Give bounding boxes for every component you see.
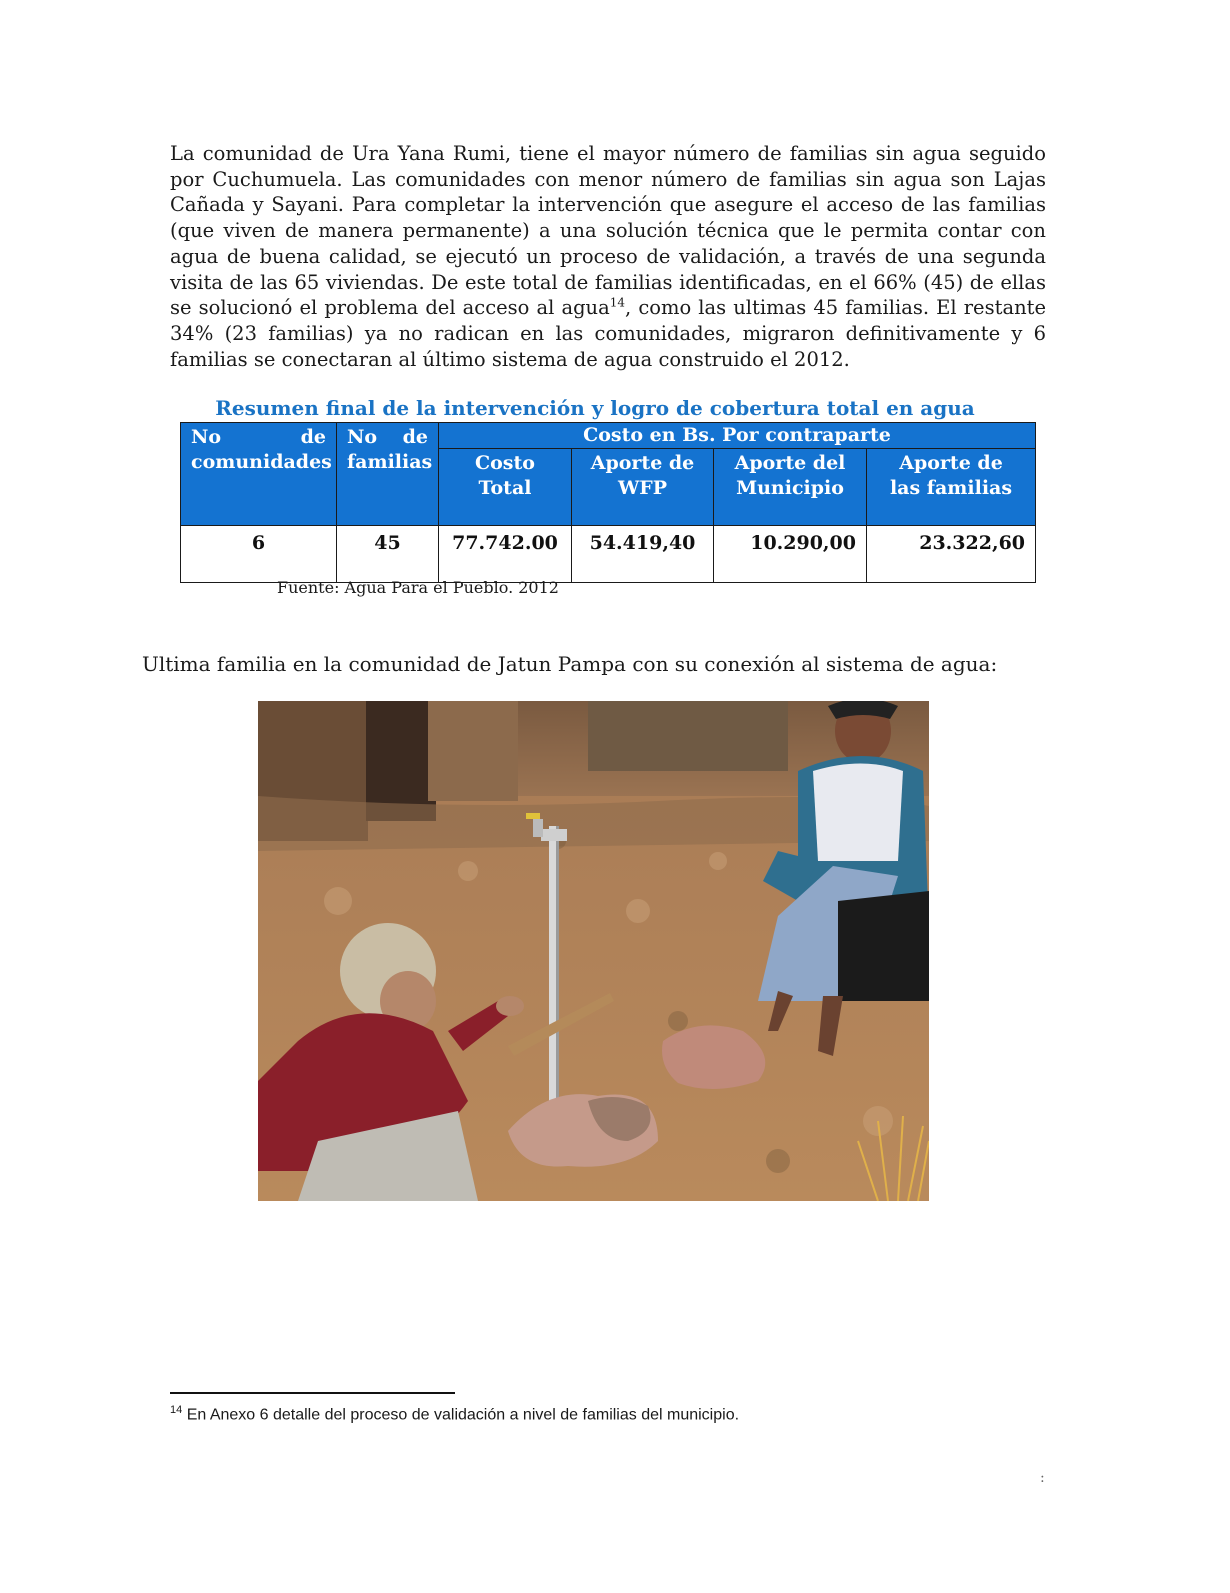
table-source: Fuente: Agua Para el Pueblo. 2012 — [277, 578, 559, 597]
table-header-row-1 — [181, 423, 1036, 449]
cell-aporte-familias: 23.322,60 — [867, 526, 1036, 583]
header-no-familias — [337, 423, 439, 526]
header-no-label: No — [347, 426, 378, 448]
table-row — [181, 526, 1036, 583]
header-aporte-municipio: Aporte del Municipio — [714, 449, 867, 526]
body-paragraph — [170, 141, 1046, 372]
footnote-divider — [170, 1392, 455, 1394]
footnote — [170, 1404, 739, 1424]
header-de-label: de — [300, 426, 326, 448]
photo-illustration — [258, 701, 929, 1201]
footnote-reference[interactable]: 14 — [609, 295, 626, 310]
table-title: Resumen final de la intervención y logro de cobertura total en agua — [215, 396, 975, 420]
body-text-2: , como las ultimas 45 familias. El restante 34% (23 familias) ya no radican en las comunidades, migraron definitivamente y 6 familias se conectaran al último sistema de agua construido el 2012. — [170, 296, 1046, 371]
cell-costo-total: 77.742.00 — [439, 526, 572, 583]
header-no-comunidades — [181, 423, 337, 526]
header-costo-total: Costo Total — [439, 449, 572, 526]
photo-caption: Ultima familia en la comunidad de Jatun Pampa con su conexión al sistema de agua: — [142, 652, 998, 676]
footnote-number: 14 — [170, 1404, 183, 1416]
header-costo-group: Costo en Bs. Por contraparte — [439, 423, 1036, 449]
body-text-1: La comunidad de Ura Yana Rumi, tiene el mayor número de familias sin agua seguido por Cuchumuela. Las comunidades con menor número de familias sin agua son Lajas Cañada y Sayani. Para completar la intervención que asegure el acceso de las familias (que viven de manera permanente) a una solución técnica que le permita contar con agua de buena calidad, se ejecutó un proceso de validación, a través de una segunda visita de las 65 viviendas. De este total de familias identificadas, en el 66% (45) de ellas se solucionó el problema del acceso al agua — [170, 142, 1046, 320]
header-aporte-familias: Aporte de las familias — [867, 449, 1036, 526]
page-number-mark: : — [1040, 1470, 1045, 1486]
footnote-text: En Anexo 6 detalle del proceso de validación a nivel de familias del municipio. — [182, 1406, 740, 1424]
cell-aporte-municipio: 10.290,00 — [714, 526, 867, 583]
header-no-label: No — [191, 426, 222, 448]
header-familias-label: familias — [347, 451, 433, 473]
header-de-label: de — [402, 426, 428, 448]
cell-familias: 45 — [337, 526, 439, 583]
header-comunidades-label: comunidades — [191, 451, 332, 473]
header-aporte-wfp: Aporte de WFP — [572, 449, 714, 526]
summary-table — [180, 422, 1036, 583]
cell-aporte-wfp: 54.419,40 — [572, 526, 714, 583]
photo-family-water-tap — [258, 701, 929, 1201]
cell-comunidades: 6 — [181, 526, 337, 583]
